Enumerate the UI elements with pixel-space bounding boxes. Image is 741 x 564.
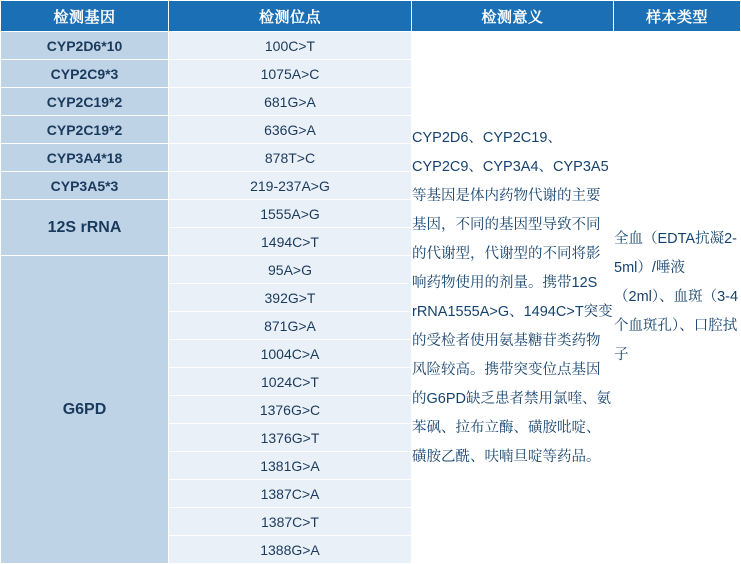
site-cell: 219-237A>G — [169, 172, 412, 200]
site-cell: 1024C>T — [169, 368, 412, 396]
site-cell: 681G>A — [169, 88, 412, 116]
gene-name-cell: CYP3A4*18 — [1, 144, 169, 172]
gene-name-cell: CYP2D6*10 — [1, 32, 169, 60]
column-header-sample-type: 样本类型 — [614, 1, 741, 32]
gene-name-cell: G6PD — [1, 256, 169, 564]
column-header-site: 检测位点 — [169, 1, 412, 32]
site-cell: 392G>T — [169, 284, 412, 312]
site-cell: 878T>C — [169, 144, 412, 172]
site-cell: 1555A>G — [169, 200, 412, 228]
table-row — [1, 32, 741, 60]
site-cell: 1376G>T — [169, 424, 412, 452]
table-header-row — [1, 1, 741, 32]
site-cell: 636G>A — [169, 116, 412, 144]
site-cell: 100C>T — [169, 32, 412, 60]
gene-name-cell: 12S rRNA — [1, 200, 169, 256]
site-cell: 1387C>T — [169, 508, 412, 536]
site-cell: 871G>A — [169, 312, 412, 340]
detection-meaning-cell: CYP2D6、CYP2C19、CYP2C9、CYP3A4、CYP3A5等基因是体内药物代谢的主要基因，不同的基因型导致不同的代谢型，代谢型的不同将影响药物使用的剂量。携带12S rRNA1555A>G、1494C>T突变的受检者使用氨基糖苷类药物风险较高。携带突变位点基因的G6PD缺乏患者禁用氯喹、氨苯砜、拉布立酶、磺胺吡啶、磺胺乙酰、呋喃旦啶等药品。 — [412, 32, 614, 564]
column-header-gene: 检测基因 — [1, 1, 169, 32]
column-header-meaning: 检测意义 — [412, 1, 614, 32]
site-cell: 1388G>A — [169, 536, 412, 564]
gene-name-cell: CYP2C9*3 — [1, 60, 169, 88]
site-cell: 1004C>A — [169, 340, 412, 368]
site-cell: 1387C>A — [169, 480, 412, 508]
gene-name-cell: CYP3A5*3 — [1, 172, 169, 200]
site-cell: 1376G>C — [169, 396, 412, 424]
sample-type-cell: 全血（EDTA抗凝2-5ml）/唾液（2ml）、血斑（3-4个血斑孔）、口腔拭子 — [614, 32, 741, 564]
site-cell: 1381G>A — [169, 452, 412, 480]
site-cell: 1494C>T — [169, 228, 412, 256]
gene-name-cell: CYP2C19*2 — [1, 88, 169, 116]
site-cell: 95A>G — [169, 256, 412, 284]
site-cell: 1075A>C — [169, 60, 412, 88]
gene-name-cell: CYP2C19*2 — [1, 116, 169, 144]
